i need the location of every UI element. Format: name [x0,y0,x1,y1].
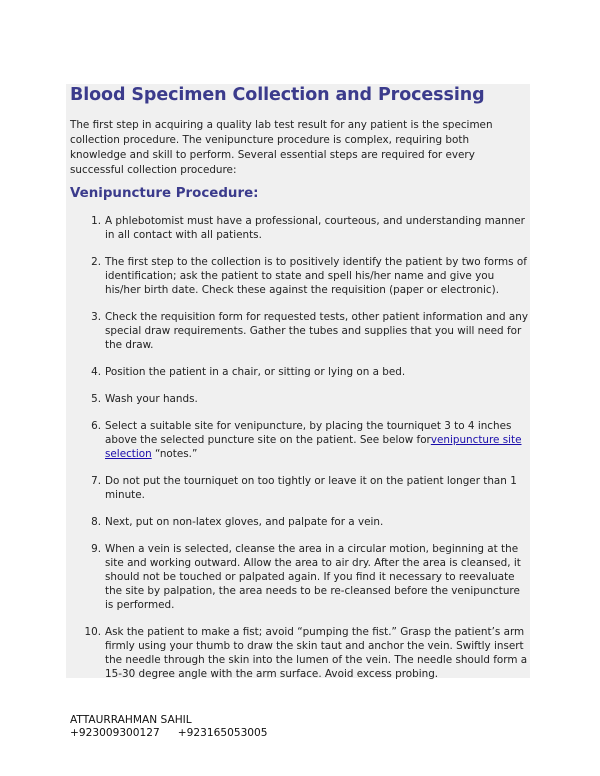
step-item [70,310,528,352]
step-text: A phlebotomist must have a professional, courteous, and understanding manner in all contact with all patients. [105,215,525,241]
step-number: 3. [91,311,101,323]
step-text: Check the requisition form for requested tests, other patient information and any special draw requirements. Gather the tubes and supplies that you will need for the draw. [105,311,529,351]
step-text: Select a suitable site for venipuncture, by placing the tourniquet 3 to 4 inches above the selected puncture site on the patient. See below for [105,420,512,446]
page-title: Blood Specimen Collection and Processing [70,85,485,105]
step-number: 9. [91,543,101,555]
step-item [70,542,528,612]
venipuncture-site-selection-link[interactable]: venipuncture site selection [105,434,522,460]
step-item [70,365,528,379]
step-text: The first step to the collection is to positively identify the patient by two forms of identification; ask the patient to state and spell his/her name and give you his/her birth date. Check these against the requisition (paper or electronic). [105,256,527,296]
step-number: 2. [91,256,101,268]
step-item [70,255,528,297]
step-text: Do not put the tourniquet on too tightly or leave it on the patient longer than 1 minute. [105,475,517,501]
step-item [70,214,528,242]
step-text-suffix: “notes.” [151,448,198,460]
procedure-steps-list [70,214,528,694]
author-name: ATTAURRAHMAN SAHIL [70,714,192,726]
step-number: 4. [91,366,101,378]
phone-number-2: +923165053005 [177,727,268,739]
step-text: Position the patient in a chair, or sitting or lying on a bed. [105,366,406,378]
step-item [70,474,528,502]
step-number: 1. [91,215,101,227]
footer [70,714,268,740]
section-heading: Venipuncture Procedure: [70,186,259,201]
step-number: 5. [91,393,101,405]
step-text: Wash your hands. [105,393,198,405]
step-item [70,625,528,681]
step-text: Ask the patient to make a fist; avoid “pumping the fist.” Grasp the patient’s arm firmly using your thumb to draw the skin taut and anchor the vein. Swiftly insert the needle through the skin into the lumen of the vein. The needle should form a 15-30 degree angle with the arm surface. Avoid excess probing. [105,626,528,680]
intro-paragraph: The first step in acquiring a quality lab test result for any patient is the specimen collection procedure. The venipuncture procedure is complex, requiring both knowledge and skill to perform. Several essential steps are required for every successful collection procedure: [70,119,493,176]
step-item [70,419,528,461]
phone-number-1: +923009300127 [70,727,160,739]
step-number: 8. [91,516,101,528]
step-text: Next, put on non-latex gloves, and palpate for a vein. [105,516,384,528]
step-item [70,392,528,406]
step-number: 6. [91,420,101,432]
step-number: 10. [84,626,101,638]
step-item [70,515,528,529]
step-number: 7. [91,475,101,487]
phone-numbers [70,727,268,740]
step-text: When a vein is selected, cleanse the area in a circular motion, beginning at the site and working outward. Allow the area to air dry. After the area is cleansed, it should not be touched or palpated again. If you find it necessary to reevaluate the site by palpation, the area needs to be re-cleansed before the venipuncture is performed. [105,543,521,611]
